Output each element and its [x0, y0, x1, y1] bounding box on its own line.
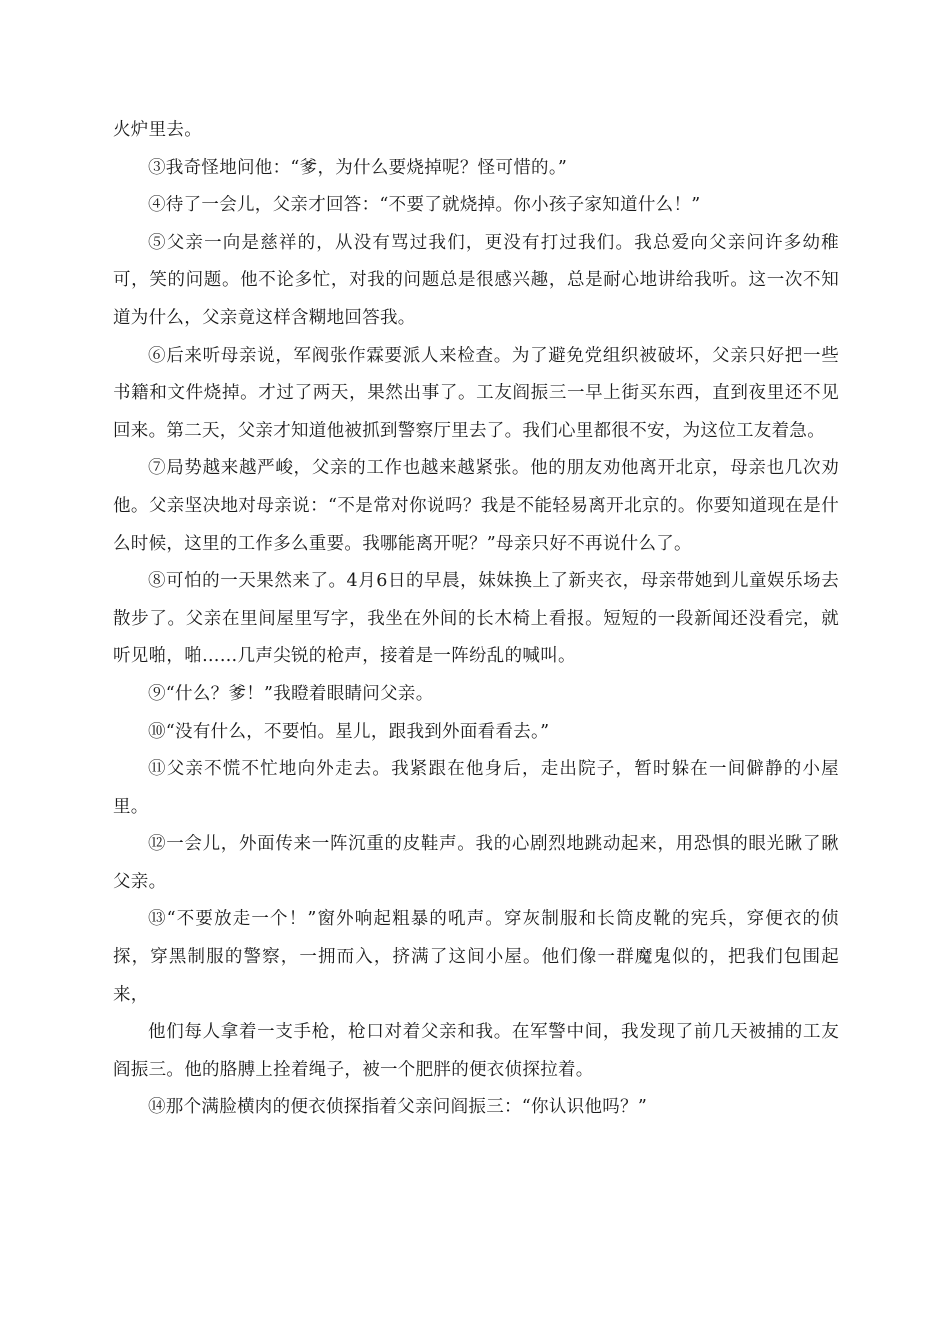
paragraph-3: ③我奇怪地问他：“爹，为什么要烧掉呢？怪可惜的。” — [148, 157, 568, 178]
paragraph-13: ⑬“不要放走一个！”窗外响起粗暴的吼声。穿灰制服和长筒皮靴的宪兵，穿便衣的侦探，穿黑制服的警察，一拥而入，挤满了这间小屋。他们像一群魔鬼似的，把我们包围起来， — [113, 909, 839, 1005]
paragraph-9: ⑨“什么？爹！”我瞪着眼睛问父亲。 — [148, 683, 434, 704]
paragraph-11: ⑪父亲不慌不忙地向外走去。我紧跟在他身后，走出院子，暂时躲在一间僻静的小屋里。 — [113, 759, 839, 817]
paragraph-continuation: 火炉里去。 — [113, 120, 202, 140]
paragraph-12: ⑫一会儿，外面传来一阵沉重的皮鞋声。我的心剧烈地跳动起来，用恐惧的眼光瞅了瞅父亲。 — [113, 834, 839, 892]
paragraph-10: ⑩“没有什么，不要怕。星儿，跟我到外面看看去。” — [148, 721, 550, 742]
paragraph-13-continued: 他们每人拿着一支手枪，枪口对着父亲和我。在军警中间，我发现了前几天被捕的工友阎振三。他的胳膊上拴着绳子，被一个肥胖的便衣侦探拉着。 — [113, 1022, 839, 1080]
paragraph-7: ⑦局势越来越严峻，父亲的工作也越来越紧张。他的朋友劝他离开北京，母亲也几次劝他。父亲坚决地对母亲说：“不是常对你说吗？我是不能轻易离开北京的。你要知道现在是什么时候，这里的工作多么重要。我哪能离开呢？”母亲只好不再说什么了。 — [113, 458, 839, 554]
paragraph-14: ⑭那个满脸横肉的便衣侦探指着父亲问阎振三：“你认识他吗？” — [148, 1097, 648, 1118]
paragraph-4: ④待了一会儿，父亲才回答：“不要了就烧掉。你小孩子家知道什么！” — [148, 195, 701, 216]
paragraph-5: ⑤父亲一向是慈祥的，从没有骂过我们，更没有打过我们。我总爱向父亲问许多幼稚可，笑的问题。他不论多忙，对我的问题总是很感兴趣，总是耐心地讲给我听。这一次不知道为什么，父亲竟这样含糊地回答我。 — [113, 232, 839, 328]
article-body — [113, 112, 839, 1127]
paragraph-8: ⑧可怕的一天果然来了。4月6日的早晨，妹妹换上了新夹衣，母亲带她到儿童娱乐场去散步了。父亲在里间屋里写字，我坐在外间的长木椅上看报。短短的一段新闻还没看完，就听见啪，啪……几声尖锐的枪声，接着是一阵纷乱的喊叫。 — [113, 571, 839, 667]
paragraph-6: ⑥后来听母亲说，军阀张作霖要派人来检查。为了避免党组织被破坏，父亲只好把一些书籍和文件烧掉。才过了两天，果然出事了。工友阎振三一早上街买东西，直到夜里还不见回来。第二天，父亲才知道他被抓到警察厅里去了。我们心里都很不安，为这位工友着急。 — [113, 345, 839, 441]
